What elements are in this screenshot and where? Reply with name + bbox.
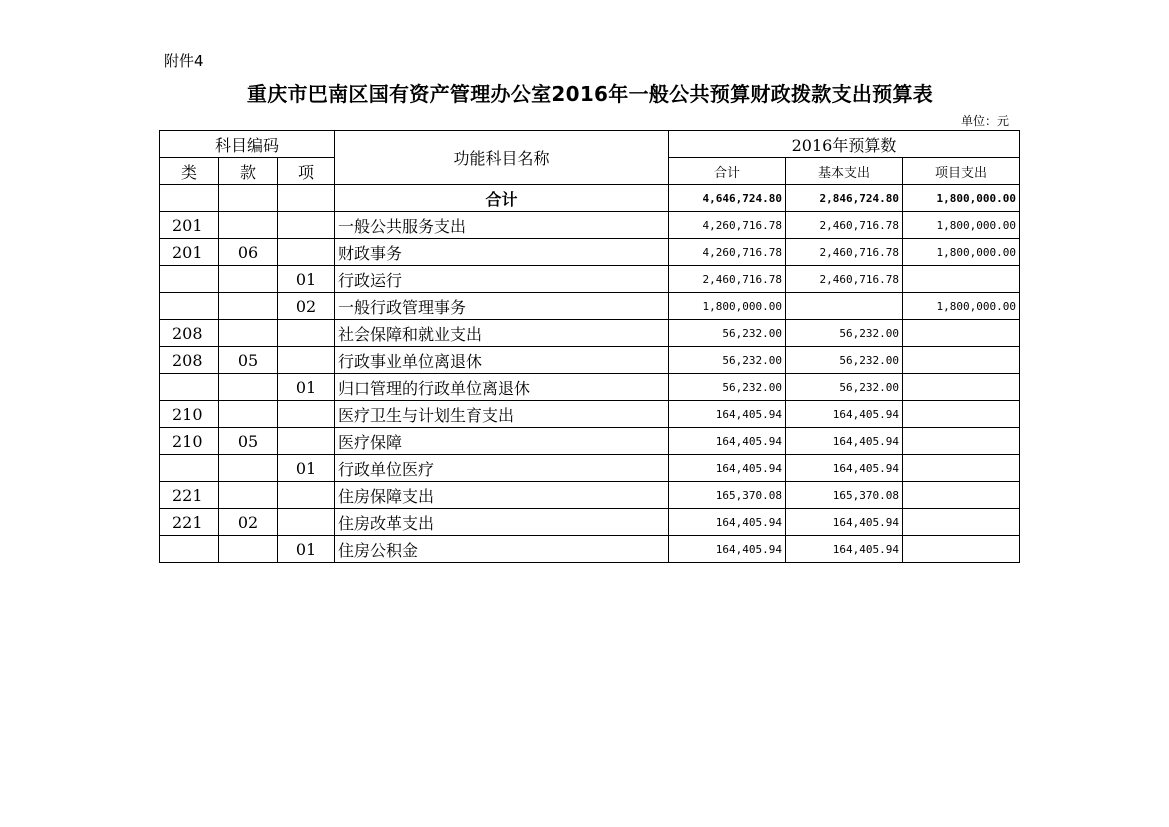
section-code-cell — [219, 320, 278, 347]
project-amount-cell: 1,800,000.00 — [903, 212, 1020, 239]
basic-header: 基本支出 — [786, 158, 903, 185]
total-amount-cell: 4,260,716.78 — [669, 212, 786, 239]
section-code-cell — [219, 266, 278, 293]
total-amount-cell: 164,405.94 — [669, 401, 786, 428]
section-code-cell — [219, 536, 278, 563]
function-name-cell: 财政事务 — [335, 239, 669, 266]
item-header: 项 — [278, 158, 335, 185]
total-amount-cell: 56,232.00 — [669, 347, 786, 374]
function-name-cell: 行政事业单位离退休 — [335, 347, 669, 374]
section-code-cell — [219, 212, 278, 239]
function-name-cell: 住房公积金 — [335, 536, 669, 563]
table-row — [160, 212, 1020, 239]
table-row — [160, 401, 1020, 428]
item-code-cell — [278, 509, 335, 536]
project-amount-cell — [903, 401, 1020, 428]
total-row-project: 1,800,000.00 — [903, 185, 1020, 212]
function-name-cell: 行政运行 — [335, 266, 669, 293]
item-code-cell: 01 — [278, 374, 335, 401]
item-code-cell — [278, 401, 335, 428]
total-amount-cell: 4,260,716.78 — [669, 239, 786, 266]
section-code-cell: 06 — [219, 239, 278, 266]
basic-amount-cell: 165,370.08 — [786, 482, 903, 509]
basic-amount-cell: 164,405.94 — [786, 536, 903, 563]
project-amount-cell: 1,800,000.00 — [903, 239, 1020, 266]
total-row-label: 合计 — [335, 185, 669, 212]
function-name-cell: 行政单位医疗 — [335, 455, 669, 482]
basic-amount-cell: 164,405.94 — [786, 428, 903, 455]
total-amount-cell: 165,370.08 — [669, 482, 786, 509]
item-code-cell — [278, 482, 335, 509]
section-code-cell — [219, 374, 278, 401]
item-code-cell — [278, 239, 335, 266]
basic-amount-cell: 164,405.94 — [786, 401, 903, 428]
total-amount-cell: 164,405.94 — [669, 428, 786, 455]
section-header: 款 — [219, 158, 278, 185]
project-amount-cell — [903, 455, 1020, 482]
section-code-cell: 05 — [219, 347, 278, 374]
category-code-cell: 201 — [160, 212, 219, 239]
category-code-cell — [160, 374, 219, 401]
basic-amount-cell: 56,232.00 — [786, 320, 903, 347]
table-row — [160, 455, 1020, 482]
header-row-1 — [160, 131, 1020, 158]
category-code-cell — [160, 266, 219, 293]
total-header: 合计 — [669, 158, 786, 185]
project-amount-cell — [903, 536, 1020, 563]
attachment-label: 附件4 — [164, 52, 204, 70]
total-amount-cell: 2,460,716.78 — [669, 266, 786, 293]
basic-amount-cell: 164,405.94 — [786, 509, 903, 536]
total-amount-cell: 164,405.94 — [669, 536, 786, 563]
section-code-cell — [219, 455, 278, 482]
category-code-cell — [160, 455, 219, 482]
project-amount-cell — [903, 266, 1020, 293]
total-row — [160, 185, 1020, 212]
section-code-cell — [219, 482, 278, 509]
table-row — [160, 428, 1020, 455]
function-name-cell: 医疗卫生与计划生育支出 — [335, 401, 669, 428]
category-code-cell: 201 — [160, 239, 219, 266]
function-name-cell: 住房保障支出 — [335, 482, 669, 509]
function-name-cell: 医疗保障 — [335, 428, 669, 455]
table-row — [160, 509, 1020, 536]
item-code-cell — [278, 428, 335, 455]
table-row — [160, 374, 1020, 401]
table-row — [160, 239, 1020, 266]
category-code-cell: 208 — [160, 347, 219, 374]
total-amount-cell: 56,232.00 — [669, 320, 786, 347]
subject-code-header: 科目编码 — [160, 131, 335, 158]
category-code-cell: 221 — [160, 509, 219, 536]
category-code-cell: 210 — [160, 428, 219, 455]
budget-table — [159, 130, 1020, 563]
total-row-basic: 2,846,724.80 — [786, 185, 903, 212]
budget-2016-header: 2016年预算数 — [669, 131, 1020, 158]
function-name-header: 功能科目名称 — [335, 131, 669, 185]
item-code-cell: 01 — [278, 536, 335, 563]
project-amount-cell — [903, 374, 1020, 401]
project-amount-cell: 1,800,000.00 — [903, 293, 1020, 320]
function-name-cell: 社会保障和就业支出 — [335, 320, 669, 347]
item-code-cell: 01 — [278, 455, 335, 482]
function-name-cell: 一般公共服务支出 — [335, 212, 669, 239]
category-code-cell — [160, 536, 219, 563]
total-row-total: 4,646,724.80 — [669, 185, 786, 212]
project-amount-cell — [903, 509, 1020, 536]
item-code-cell: 02 — [278, 293, 335, 320]
function-name-cell: 住房改革支出 — [335, 509, 669, 536]
category-code-cell: 221 — [160, 482, 219, 509]
basic-amount-cell: 164,405.94 — [786, 455, 903, 482]
category-code-cell: 210 — [160, 401, 219, 428]
basic-amount-cell: 2,460,716.78 — [786, 212, 903, 239]
project-amount-cell — [903, 428, 1020, 455]
project-amount-cell — [903, 320, 1020, 347]
unit-label: 单位：元 — [960, 114, 1009, 128]
total-amount-cell: 164,405.94 — [669, 509, 786, 536]
section-code-cell — [219, 293, 278, 320]
total-lei-cell — [160, 185, 219, 212]
table-row — [160, 320, 1020, 347]
item-code-cell — [278, 212, 335, 239]
table-row — [160, 266, 1020, 293]
basic-amount-cell: 56,232.00 — [786, 374, 903, 401]
basic-amount-cell: 2,460,716.78 — [786, 266, 903, 293]
category-code-cell: 208 — [160, 320, 219, 347]
item-code-cell — [278, 320, 335, 347]
table-row — [160, 347, 1020, 374]
table-row — [160, 293, 1020, 320]
category-code-cell — [160, 293, 219, 320]
section-code-cell: 05 — [219, 428, 278, 455]
item-code-cell — [278, 347, 335, 374]
project-amount-cell — [903, 347, 1020, 374]
basic-amount-cell — [786, 293, 903, 320]
table-row — [160, 482, 1020, 509]
function-name-cell: 归口管理的行政单位离退休 — [335, 374, 669, 401]
basic-amount-cell: 2,460,716.78 — [786, 239, 903, 266]
total-amount-cell: 1,800,000.00 — [669, 293, 786, 320]
category-header: 类 — [160, 158, 219, 185]
total-amount-cell: 164,405.94 — [669, 455, 786, 482]
basic-amount-cell: 56,232.00 — [786, 347, 903, 374]
table-row — [160, 536, 1020, 563]
item-code-cell: 01 — [278, 266, 335, 293]
project-header: 项目支出 — [903, 158, 1020, 185]
total-amount-cell: 56,232.00 — [669, 374, 786, 401]
project-amount-cell — [903, 482, 1020, 509]
function-name-cell: 一般行政管理事务 — [335, 293, 669, 320]
total-kuan-cell — [219, 185, 278, 212]
page-title: 重庆市巴南区国有资产管理办公室2016年一般公共预算财政拨款支出预算表 — [246, 82, 934, 106]
total-xiang-cell — [278, 185, 335, 212]
section-code-cell — [219, 401, 278, 428]
section-code-cell: 02 — [219, 509, 278, 536]
